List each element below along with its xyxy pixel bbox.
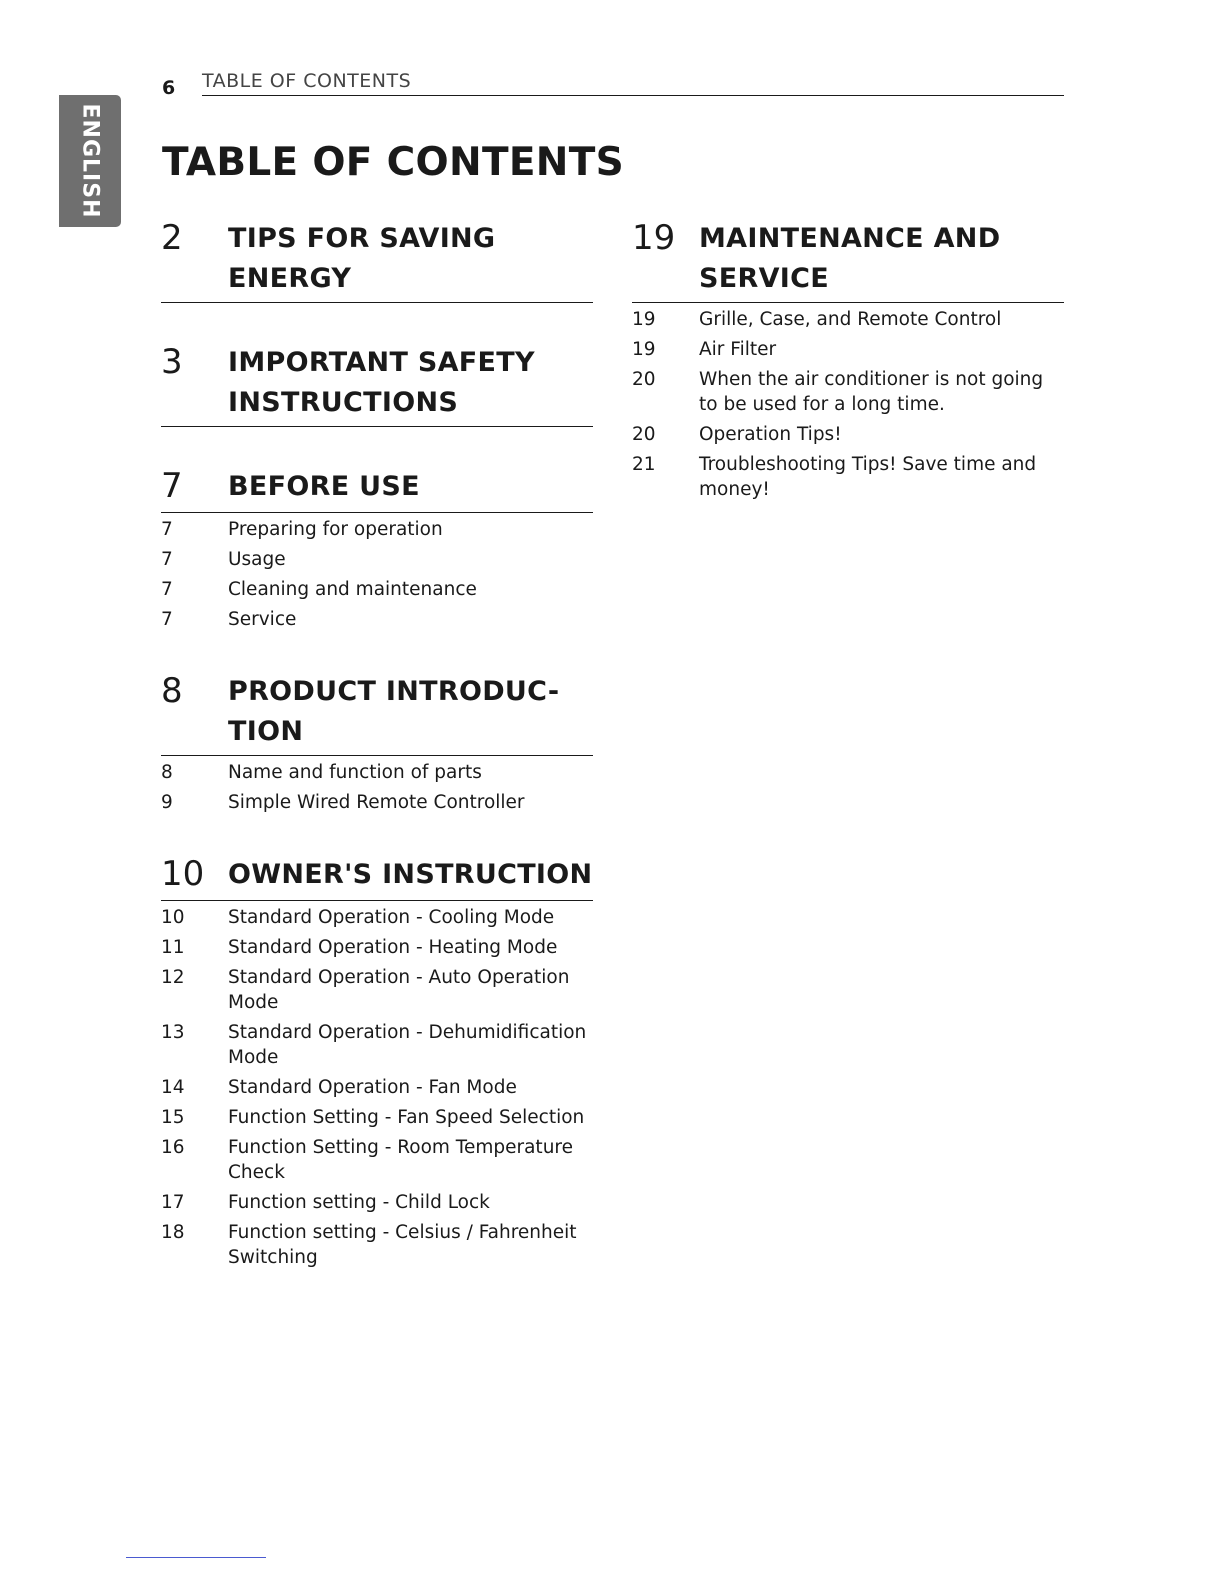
toc-item-label: Grille, Case, and Remote Control [699, 309, 1002, 330]
toc-section-heading[interactable] [161, 668, 593, 756]
toc-item-label: When the air conditioner is not going to be used for a long time. [699, 369, 1044, 415]
toc-section-maintenance-and-service [632, 215, 1064, 502]
toc-section-page: 3 [161, 342, 183, 382]
language-tab-label: ENGLISH [77, 103, 103, 219]
toc-item-label: Standard Operation - Auto Operation Mode [228, 967, 570, 1013]
toc-item[interactable] [161, 790, 593, 815]
toc-item-label: Function Setting - Fan Speed Selection [228, 1107, 585, 1128]
toc-item-page: 7 [161, 519, 173, 540]
toc-item-page: 8 [161, 762, 173, 783]
toc-item-label: Standard Operation - Heating Mode [228, 937, 558, 958]
toc-item-list [161, 513, 593, 632]
toc-item[interactable] [632, 307, 1064, 332]
toc-item-label: Usage [228, 549, 286, 570]
toc-item-list [632, 303, 1064, 502]
toc-section-title: OWNER'S INSTRUCTION [228, 859, 593, 890]
toc-item-label: Simple Wired Remote Controller [228, 792, 525, 813]
footer-link-line [126, 1557, 266, 1558]
toc-item[interactable] [161, 1135, 593, 1185]
toc-section-title: PRODUCT INTRODUC-TION [228, 676, 560, 747]
toc-item-label: Preparing for operation [228, 519, 443, 540]
toc-item-label: Name and function of parts [228, 762, 482, 783]
toc-item-page: 19 [632, 339, 656, 360]
toc-item[interactable] [161, 1075, 593, 1100]
toc-section-before-use [161, 463, 593, 632]
toc-item-page: 14 [161, 1077, 185, 1098]
toc-item-page: 15 [161, 1107, 185, 1128]
toc-item-page: 17 [161, 1192, 185, 1213]
toc-left-column [161, 215, 593, 1306]
toc-item-label: Air Filter [699, 339, 777, 360]
toc-item-page: 13 [161, 1022, 185, 1043]
toc-section-title: BEFORE USE [228, 471, 420, 502]
toc-section-page: 2 [161, 218, 183, 258]
toc-section-owner-s-instruction [161, 851, 593, 1270]
toc-section-tips-for-saving-energy [161, 215, 593, 303]
toc-item-label: Standard Operation - Fan Mode [228, 1077, 517, 1098]
toc-item-label: Function setting - Celsius / Fahrenheit Switching [228, 1222, 577, 1268]
toc-item[interactable] [632, 452, 1064, 502]
toc-item-page: 7 [161, 609, 173, 630]
toc-section-page: 10 [161, 854, 205, 894]
toc-item-label: Standard Operation - Cooling Mode [228, 907, 555, 928]
toc-section-title: IMPORTANT SAFETY INSTRUCTIONS [228, 347, 535, 418]
toc-section-important-safety-instructions [161, 339, 593, 427]
toc-section-page: 19 [632, 218, 676, 258]
toc-item-page: 16 [161, 1137, 185, 1158]
toc-item-label: Cleaning and maintenance [228, 579, 477, 600]
toc-section-product-introduc-tion [161, 668, 593, 815]
toc-item-list [161, 756, 593, 815]
toc-item[interactable] [161, 1190, 593, 1215]
toc-right-column [632, 215, 1064, 538]
toc-section-page: 7 [161, 466, 183, 506]
toc-item[interactable] [161, 1105, 593, 1130]
toc-item-page: 20 [632, 424, 656, 445]
toc-item-page: 7 [161, 579, 173, 600]
toc-item[interactable] [161, 1220, 593, 1270]
toc-item[interactable] [632, 367, 1064, 417]
toc-section-title: MAINTENANCE AND SERVICE [699, 223, 1001, 294]
toc-item-list [161, 901, 593, 1270]
toc-item-page: 10 [161, 907, 185, 928]
toc-item-label: Standard Operation - Dehumidification Mode [228, 1022, 587, 1068]
toc-item[interactable] [632, 337, 1064, 362]
toc-item-page: 11 [161, 937, 185, 958]
language-tab [59, 95, 121, 227]
toc-item-label: Operation Tips! [699, 424, 842, 445]
toc-item-page: 9 [161, 792, 173, 813]
toc-item-label: Function setting - Child Lock [228, 1192, 490, 1213]
toc-section-title: TIPS FOR SAVING ENERGY [228, 223, 496, 294]
toc-item[interactable] [161, 905, 593, 930]
toc-item-page: 20 [632, 369, 656, 390]
toc-item[interactable] [161, 760, 593, 785]
toc-item[interactable] [161, 577, 593, 602]
running-header: TABLE OF CONTENTS [202, 70, 1064, 96]
toc-item-label: Service [228, 609, 297, 630]
toc-item[interactable] [161, 607, 593, 632]
toc-section-heading[interactable] [161, 215, 593, 303]
toc-item[interactable] [161, 965, 593, 1015]
toc-item-page: 18 [161, 1222, 185, 1243]
toc-item[interactable] [161, 935, 593, 960]
toc-item[interactable] [632, 422, 1064, 447]
toc-item-page: 12 [161, 967, 185, 988]
page-title: TABLE OF CONTENTS [162, 140, 625, 185]
toc-item-page: 21 [632, 454, 656, 475]
page-number: 6 [162, 77, 176, 99]
toc-item-label: Function Setting - Room Temperature Check [228, 1137, 573, 1183]
toc-item-label: Troubleshooting Tips! Save time and money! [699, 454, 1037, 500]
toc-item-page: 7 [161, 549, 173, 570]
toc-section-heading[interactable] [161, 851, 593, 901]
toc-section-heading[interactable] [632, 215, 1064, 303]
toc-section-heading[interactable] [161, 339, 593, 427]
toc-item[interactable] [161, 547, 593, 572]
toc-item[interactable] [161, 517, 593, 542]
toc-section-heading[interactable] [161, 463, 593, 513]
toc-item[interactable] [161, 1020, 593, 1070]
toc-item-page: 19 [632, 309, 656, 330]
toc-section-page: 8 [161, 671, 183, 711]
